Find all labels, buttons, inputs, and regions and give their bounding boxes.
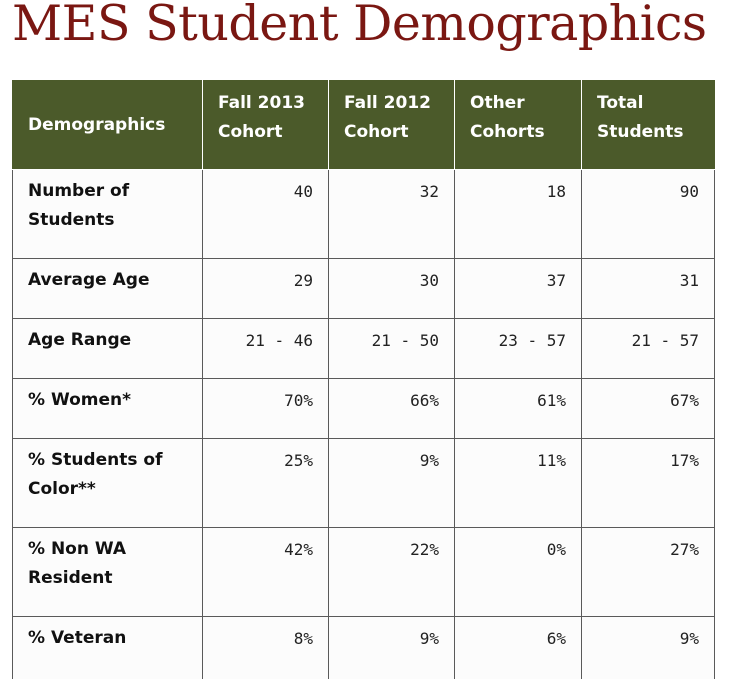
cell-value: 21 - 50 (329, 319, 455, 379)
table-body (13, 170, 715, 679)
header-demographics: Demographics (13, 81, 203, 170)
cell-value: 21 - 46 (203, 319, 329, 379)
table-row (13, 617, 715, 679)
cell-value: 27% (582, 528, 715, 617)
table-header (13, 81, 715, 170)
row-label: % Students of Color** (13, 439, 203, 528)
cell-value: 21 - 57 (582, 319, 715, 379)
cell-value: 67% (582, 379, 715, 439)
cell-value: 29 (203, 259, 329, 319)
cell-value: 11% (455, 439, 582, 528)
cell-value: 66% (329, 379, 455, 439)
row-label: % Veteran (13, 617, 203, 679)
table-row (13, 259, 715, 319)
cell-value: 31 (582, 259, 715, 319)
cell-value: 9% (329, 439, 455, 528)
cell-value: 30 (329, 259, 455, 319)
cell-value: 22% (329, 528, 455, 617)
cell-value: 9% (329, 617, 455, 679)
header-row (13, 81, 715, 170)
row-label: Age Range (13, 319, 203, 379)
table-row (13, 439, 715, 528)
table-row (13, 379, 715, 439)
table-row (13, 528, 715, 617)
table-row (13, 170, 715, 259)
cell-value: 70% (203, 379, 329, 439)
cell-value: 23 - 57 (455, 319, 582, 379)
row-label: % Non WA Resident (13, 528, 203, 617)
cell-value: 40 (203, 170, 329, 259)
row-label: % Women* (13, 379, 203, 439)
row-label: Average Age (13, 259, 203, 319)
page-title: MES Student Demographics (12, 0, 707, 52)
demographics-table (12, 80, 715, 679)
header-other-cohorts: Other Cohorts (455, 81, 582, 170)
cell-value: 90 (582, 170, 715, 259)
cell-value: 0% (455, 528, 582, 617)
cell-value: 32 (329, 170, 455, 259)
cell-value: 17% (582, 439, 715, 528)
cell-value: 9% (582, 617, 715, 679)
cell-value: 6% (455, 617, 582, 679)
cell-value: 61% (455, 379, 582, 439)
table-row (13, 319, 715, 379)
cell-value: 25% (203, 439, 329, 528)
cell-value: 42% (203, 528, 329, 617)
row-label: Number of Students (13, 170, 203, 259)
header-fall-2013-cohort: Fall 2013 Cohort (203, 81, 329, 170)
cell-value: 8% (203, 617, 329, 679)
cell-value: 37 (455, 259, 582, 319)
cell-value: 18 (455, 170, 582, 259)
header-total-students: Total Students (582, 81, 715, 170)
header-fall-2012-cohort: Fall 2012 Cohort (329, 81, 455, 170)
